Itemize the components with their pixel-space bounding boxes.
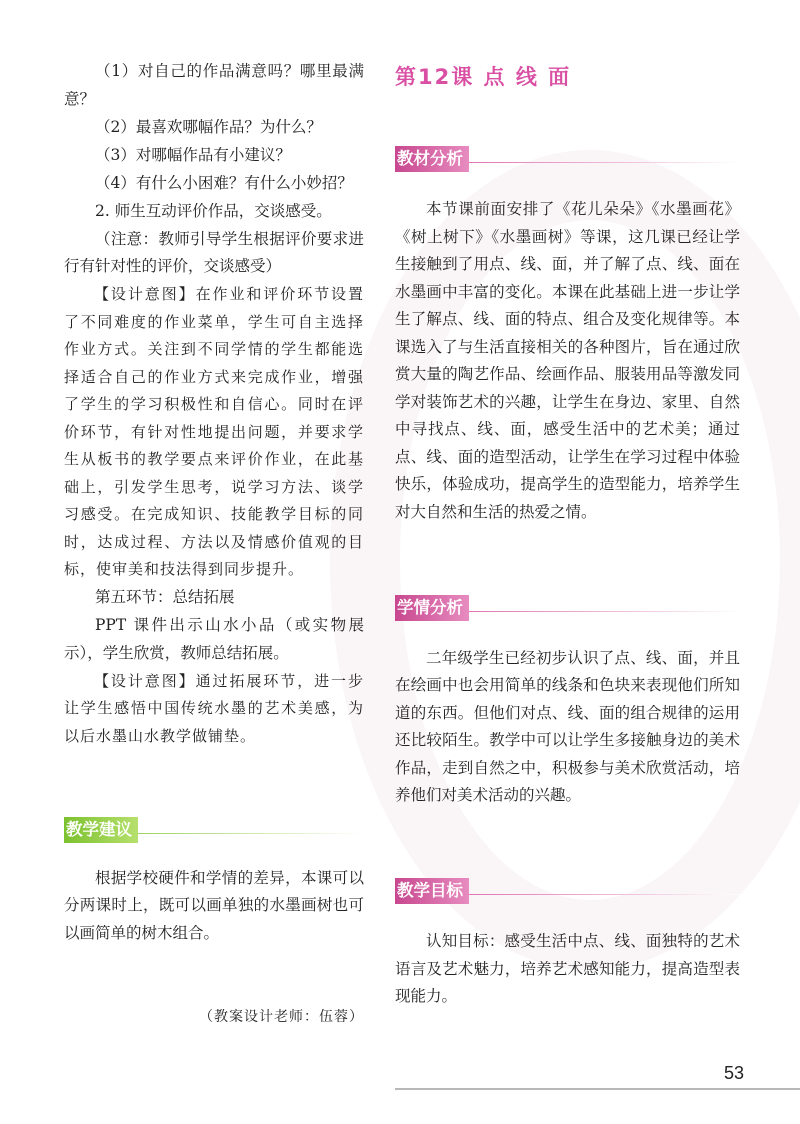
question-1: （1）对自己的作品满意吗？哪里最满意？ (64, 62, 364, 108)
question-2: （2）最喜欢哪幅作品？为什么？ (95, 117, 322, 136)
student-analysis: 二年级学生已经初步认识了点、线、面，并且在绘画中也会用简单的线条和色块来表现他们所知道的东西。但他们对点、线、面的组合规律的运用还比较陌生。教学中可以让学生多接触身边的美术作品，走到自然之中，积极参与美术欣赏活动，培养他们对美术活动的兴趣。 (395, 648, 740, 804)
item-2: 2. 师生互动评价作品，交谈感受。 (95, 201, 332, 220)
goals-text: 认知目标：感受生活中点、线、面独特的艺术语言及艺术魅力，培养艺术感知能力，提高造型表现能力。 (395, 932, 740, 1005)
design-intent-1: 【设计意图】在作业和评价环节设置了不同难度的作业菜单，学生可自主选择作业方式。关注到不同学情的学生都能选择适合自己的作业方式来完成作业，增强了学生的学习积极性和自信心。同时在评价环节，有针对性地提出问题，并要求学生从板书的教学要点来评价作业，在此基础上，引发学生思考，说学习方法、谈学习感受。在完成知识、技能教学目标的同时，达成过程、方法以及情感价值观的目标，使审美和技法得到同步提升。 (64, 285, 364, 578)
textbook-analysis: 本节课前面安排了《花儿朵朵》《水墨画花》《树上树下》《水墨画树》等课，这几课已经让学生接触到了用点、线、面，并了解了点、线、面在水墨画中丰富的变化。本课在此基础上进一步让学生了解点、线、面的特点、组合及变化规律等。本课选入了与生活直接相关的各种图片，旨在通过欣赏大量的陶艺作品、绘画作品、服装用品等激发同学对装饰艺术的兴趣，让学生在身边、家里、自然中寻找点、线、面，感受生活中的艺术美；通过点、线、面的造型活动，让学生在学习过程中体验快乐，体验成功，提高学生的造型能力，培养学生对大自然和生活的热爱之情。 (395, 200, 740, 521)
design-intent-2: 【设计意图】通过拓展环节，进一步让学生感悟中国传统水墨的艺术美感，为以后水墨山水教学做铺垫。 (64, 671, 364, 745)
section-header-goals (395, 878, 740, 906)
left-column (64, 58, 364, 1032)
section-header-student (395, 595, 740, 623)
question-3: （3）对哪幅作品有小建议？ (95, 145, 291, 164)
note: （注意：教师引导学生根据评价要求进行有针对性的评价，交谈感受） (64, 229, 364, 275)
section-header-suggestion (64, 817, 364, 845)
section-label: 教学建议 (64, 817, 138, 843)
suggestion-text: 根据学校硬件和学情的差异，本课可以分两课时上，既可以画单独的水墨画树也可以画简单的树木组合。 (64, 868, 364, 942)
section-label: 教学目标 (395, 878, 469, 904)
question-4: （4）有什么小困难？有什么小妙招？ (95, 173, 353, 192)
section-label: 教材分析 (395, 146, 469, 172)
designer-credit: （教案设计老师：伍蓉） (199, 1008, 364, 1025)
step-5: 第五环节：总结拓展 (95, 588, 235, 606)
section-label: 学情分析 (395, 595, 469, 621)
section-header-textbook (395, 146, 740, 174)
ppt-text: PPT 课件出示山水小品（或实物展示），学生欣赏，教师总结拓展。 (64, 616, 364, 662)
page-number: 53 (723, 1063, 744, 1083)
lesson-title: 第12课 点 线 面 (395, 65, 572, 89)
footer-rule (395, 1088, 800, 1090)
right-column (395, 58, 740, 1011)
